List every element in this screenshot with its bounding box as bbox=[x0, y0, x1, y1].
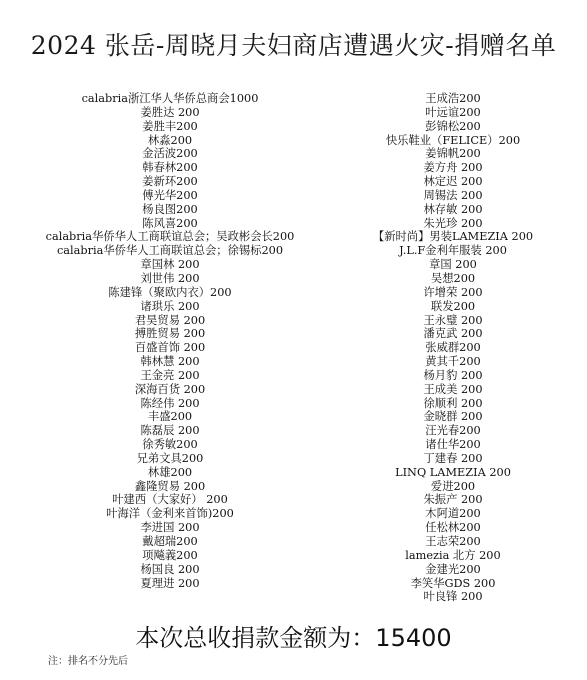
footnote: 注：排名不分先后 bbox=[48, 656, 128, 667]
donor-entry: 陈建锋（聚欧内衣）200 bbox=[108, 285, 232, 299]
donor-entry: 许增荣 200 bbox=[423, 285, 483, 299]
donor-entry: 王成美 200 bbox=[423, 382, 483, 396]
donor-entry: 林定迟 200 bbox=[423, 175, 483, 189]
total-amount: 本次总收捐款金额为：15400 bbox=[135, 624, 452, 652]
donor-entry: 兄弟文具200 bbox=[136, 451, 204, 465]
donor-entry: 鑫隆贸易 200 bbox=[134, 479, 206, 493]
donor-entry: 林淼200 bbox=[147, 133, 193, 147]
donor-entry: 潘克武 200 bbox=[423, 327, 483, 341]
donor-entry: 项飚義200 bbox=[142, 548, 198, 562]
donor-entry: 朱振产 200 bbox=[423, 493, 483, 507]
donor-entry: 杨良图200 bbox=[142, 202, 198, 216]
donor-entry: 木阿道200 bbox=[425, 507, 481, 521]
donor-entry: 李进国 200 bbox=[140, 521, 200, 535]
donor-entry: 君昊贸易 200 bbox=[134, 313, 206, 327]
donor-entry: 爱进200 bbox=[430, 479, 476, 493]
donor-entry: 陈经伟 200 bbox=[140, 396, 200, 410]
donor-entry: calabria浙江华人华侨总商会1000 bbox=[81, 92, 259, 105]
donor-entry: 快乐鞋业（FELICE）200 bbox=[385, 133, 521, 147]
donor-entry: 朱光珍 200 bbox=[423, 216, 483, 230]
donor-entry: 傅光华200 bbox=[142, 188, 198, 202]
donor-entry: 戴超瑞200 bbox=[142, 535, 198, 548]
donor-entry: 韩春林200 bbox=[142, 161, 198, 175]
donor-entry: 姜胜达 200 bbox=[140, 105, 200, 119]
donor-entry: calabria华侨华人工商联谊总会；吴政彬会长200 bbox=[45, 230, 295, 244]
donor-entry: 姜方舟 200 bbox=[423, 161, 483, 175]
donor-entry: 搏胜贸易 200 bbox=[134, 327, 206, 341]
donor-entry: J.L.F金利年服装 200 bbox=[399, 244, 507, 258]
donor-entry: 任松林200 bbox=[425, 521, 481, 535]
donor-entry: calabria华侨华人工商联谊总会；徐锡标200 bbox=[56, 244, 284, 258]
donor-entry: 金建光200 bbox=[425, 562, 481, 576]
donor-entry: 汪光春200 bbox=[425, 424, 481, 438]
donor-entry: 丰盛200 bbox=[147, 410, 193, 424]
donor-entry: 韩林慧 200 bbox=[140, 355, 200, 369]
donor-entry: 吴想200 bbox=[430, 271, 476, 285]
page-title: 2024 张岳-周晓月夫妇商店遭遇火灾-捐赠名单 bbox=[30, 31, 557, 60]
donor-entry: 章国 200 bbox=[429, 258, 477, 272]
donor-entry: LINQ LAMEZIA 200 bbox=[395, 465, 511, 479]
donor-entry: 丁建春 200 bbox=[423, 451, 483, 465]
donor-entry: 【新时尚】男装LAMEZIA 200 bbox=[372, 230, 534, 244]
donor-entry: 金活波200 bbox=[142, 147, 198, 161]
donor-entry: 徐顺利 200 bbox=[423, 396, 483, 410]
donor-entry: 百盛首饰 200 bbox=[134, 341, 206, 355]
donor-entry: 章国林 200 bbox=[140, 258, 200, 272]
donor-entry: 陈风喜200 bbox=[142, 216, 198, 230]
donor-entry: 王志荣200 bbox=[425, 535, 481, 548]
donor-entry: 林存敏 200 bbox=[423, 202, 483, 216]
donor-entry: 姜胜丰200 bbox=[142, 119, 198, 133]
donor-entry: 李笑华GDS 200 bbox=[410, 576, 496, 590]
donor-entry: 徐秀敏200 bbox=[142, 438, 198, 452]
donor-entry: 彭锦松200 bbox=[425, 119, 481, 133]
donor-entry: 叶远谊200 bbox=[425, 105, 481, 119]
donor-entry: 林雄200 bbox=[147, 465, 193, 479]
donor-entry: 金晓群 200 bbox=[423, 410, 483, 424]
donor-entry: 诸珙乐 200 bbox=[140, 299, 200, 313]
donor-entry: 黄其千200 bbox=[425, 355, 481, 369]
donor-entry: 杨国良 200 bbox=[140, 562, 200, 576]
donor-entry: 杨月豹 200 bbox=[423, 368, 483, 382]
donor-entry: 深海百货 200 bbox=[134, 382, 206, 396]
donor-entry: 张威群200 bbox=[425, 341, 481, 355]
donor-entry: 叶海洋（金利来首饰)200 bbox=[106, 507, 234, 521]
right-donor-list bbox=[318, 92, 587, 604]
donor-entry: 叶良锋 200 bbox=[423, 590, 483, 604]
donor-entry: 陈磊辰 200 bbox=[140, 424, 200, 438]
donor-entry: 姜新环200 bbox=[142, 175, 198, 189]
donor-entry: 周锡法 200 bbox=[423, 188, 483, 202]
donor-entry: 王永璧 200 bbox=[423, 313, 483, 327]
donor-entry: 王金亮 200 bbox=[140, 368, 200, 382]
donor-entry: 王成浩200 bbox=[425, 92, 481, 105]
donor-entry: 联发200 bbox=[430, 299, 476, 313]
donor-entry: 姜锦帆200 bbox=[425, 147, 481, 161]
donor-entry: 刘世伟 200 bbox=[140, 271, 200, 285]
donor-entry: 夏理进 200 bbox=[140, 576, 200, 590]
donor-entry: 叶建西（大家好） 200 bbox=[112, 493, 228, 507]
donor-entry: lamezia 北方 200 bbox=[405, 548, 501, 562]
left-donor-list bbox=[25, 92, 315, 590]
donor-entry: 诸仕华200 bbox=[425, 438, 481, 452]
